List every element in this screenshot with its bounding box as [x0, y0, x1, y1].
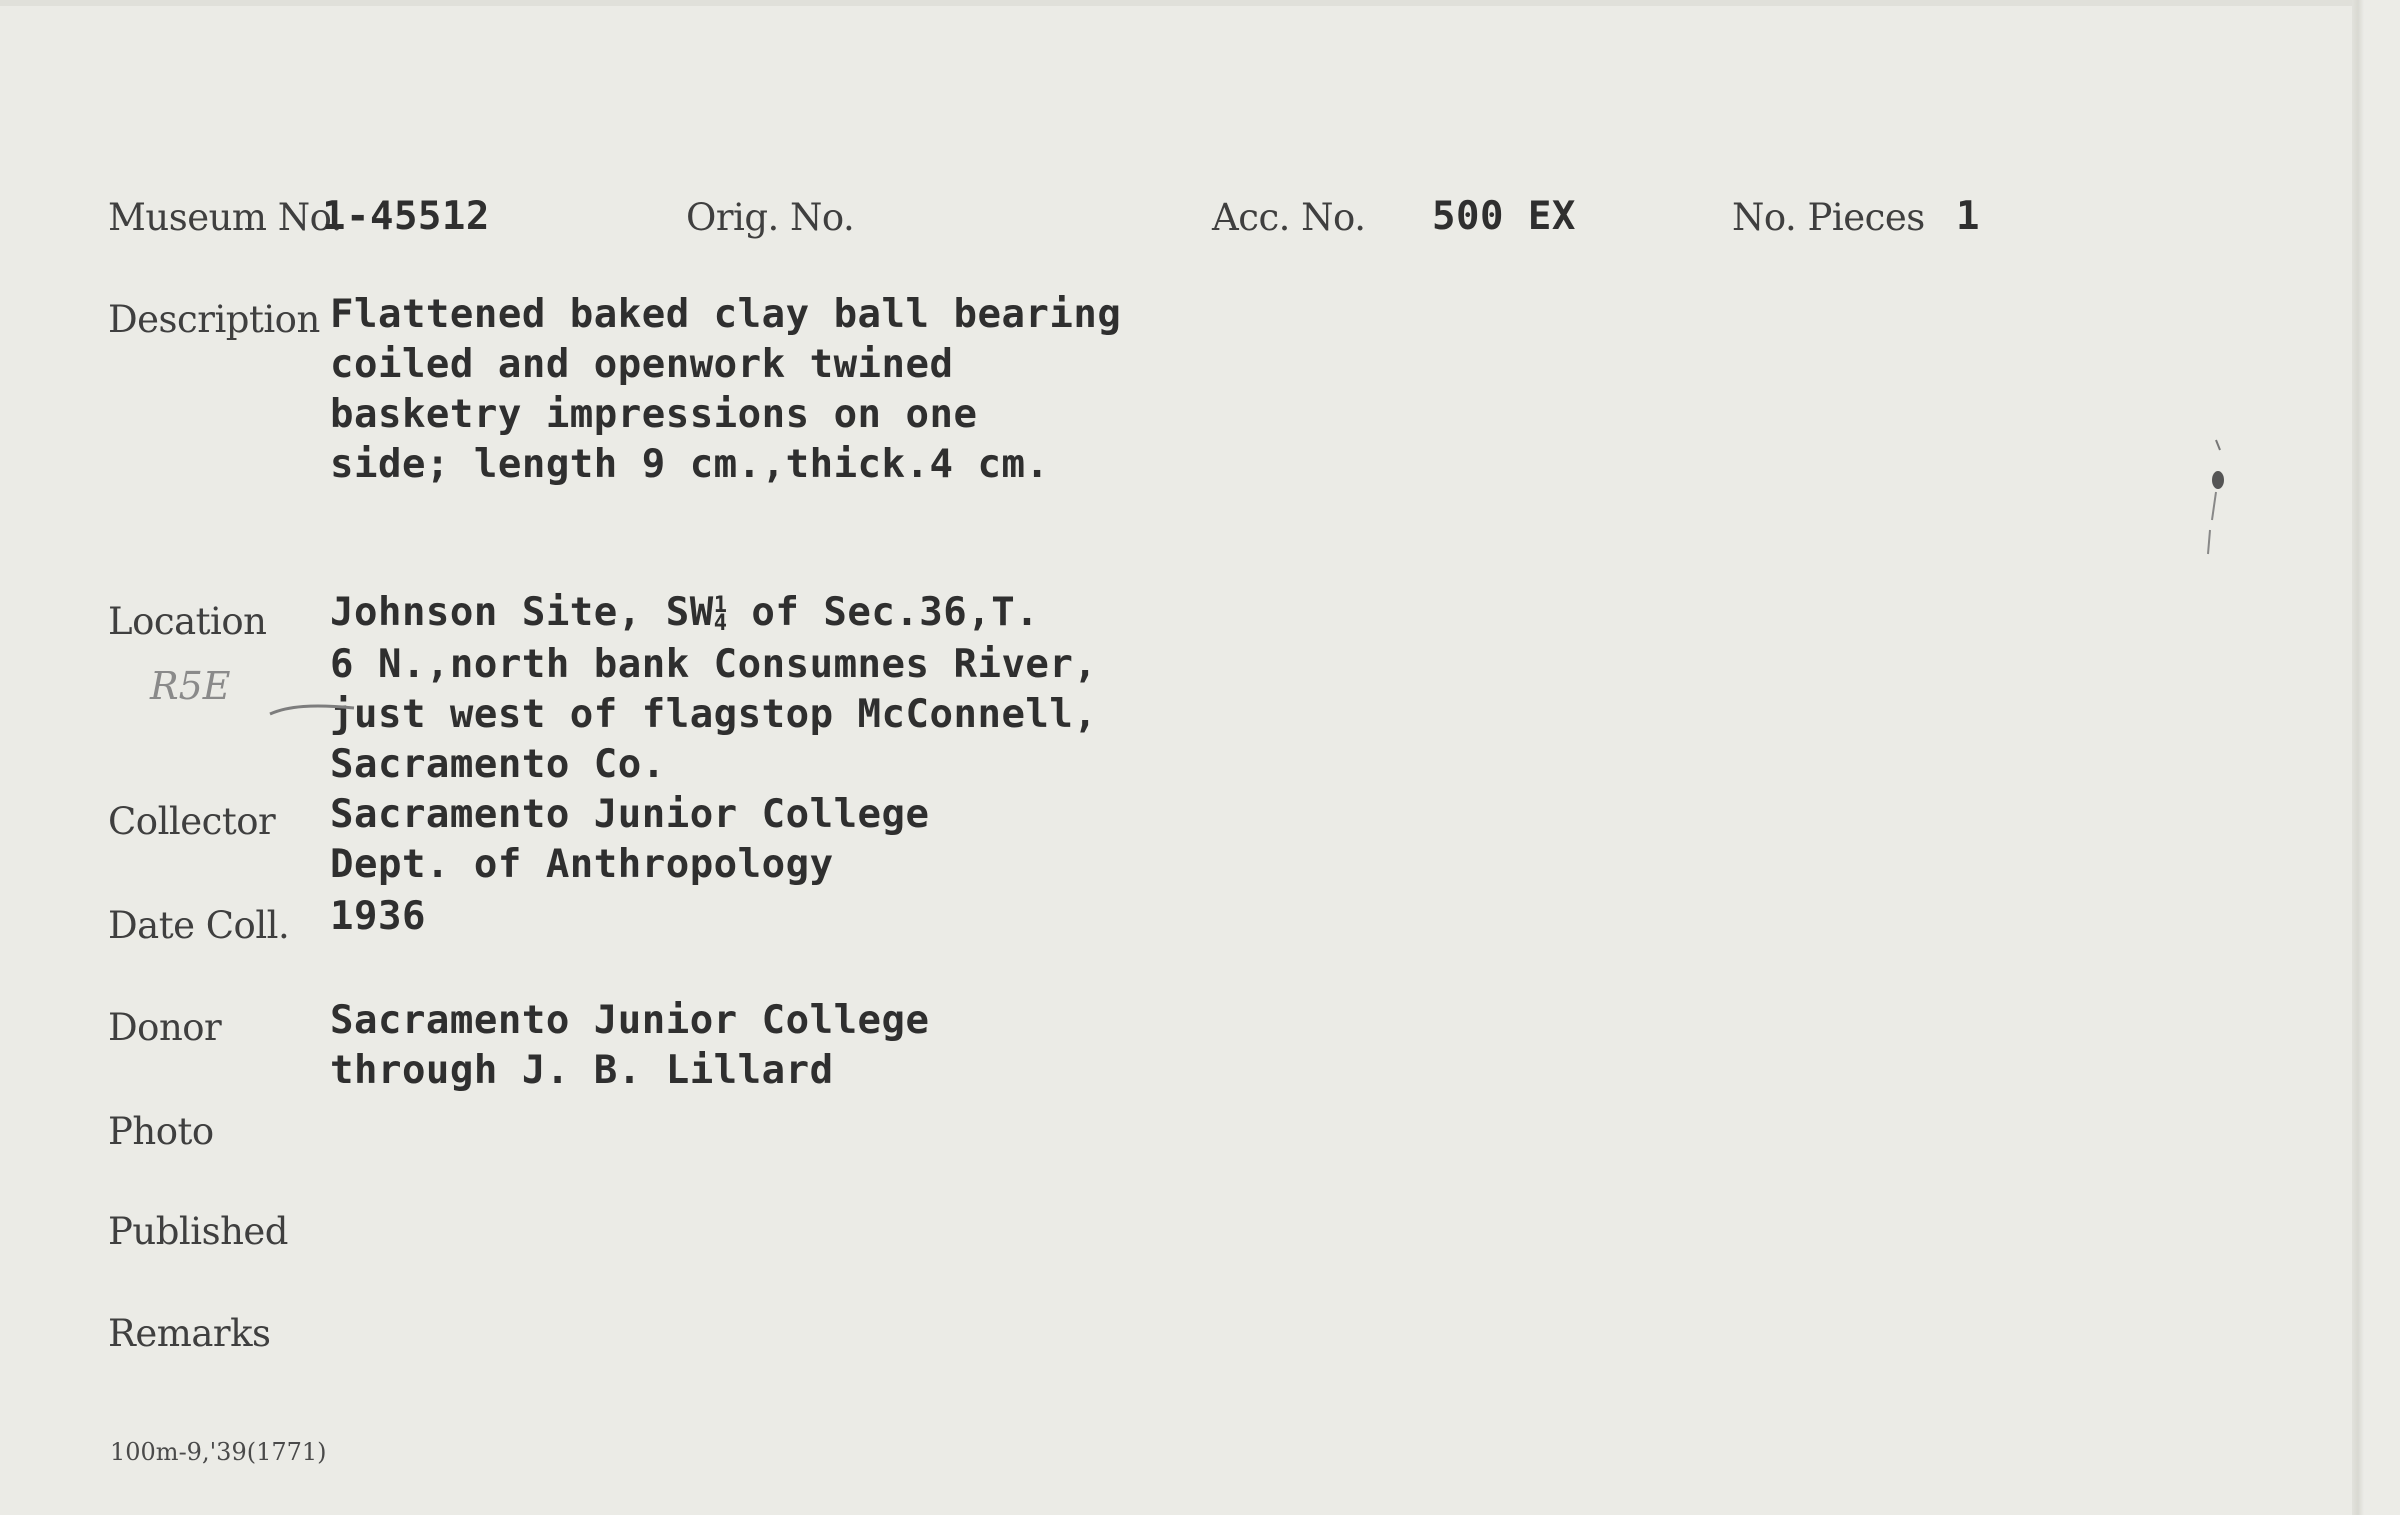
date-coll-label: Date Coll. [108, 904, 290, 947]
location-line: just west of flagstop McConnell, [330, 692, 1098, 737]
handwritten-stroke [268, 696, 358, 726]
no-pieces-label: No. Pieces [1732, 196, 1925, 239]
location-line: 6 N.,north bank Consumnes River, [330, 642, 1098, 687]
collector-value [330, 790, 930, 890]
photo-label: Photo [108, 1110, 214, 1153]
location-line-1 [330, 590, 1039, 635]
card-right-edge [2352, 0, 2400, 1515]
handwritten-range-note: R5E [150, 664, 231, 708]
donor-value [330, 996, 930, 1096]
orig-no-label: Orig. No. [686, 196, 855, 239]
location-value [330, 640, 1097, 790]
description-label: Description [108, 298, 320, 341]
fraction-denominator: 4 [713, 610, 728, 636]
collector-line: Dept. of Anthropology [330, 842, 834, 887]
fraction-numerator: 1 [713, 592, 728, 618]
quarter-fraction [713, 592, 728, 636]
donor-label: Donor [108, 1006, 222, 1049]
location-text-start: Johnson Site, SW [330, 590, 714, 635]
description-value [330, 290, 1121, 490]
description-line: basketry impressions on one [330, 392, 978, 437]
location-text-end: of Sec.36,T. [727, 590, 1040, 635]
donor-line: through J. B. Lillard [330, 1048, 834, 1093]
published-label: Published [108, 1210, 288, 1253]
ink-mark [2196, 430, 2236, 560]
donor-line: Sacramento Junior College [330, 998, 930, 1043]
card-top-edge [0, 0, 2400, 6]
description-line: Flattened baked clay ball bearing [330, 292, 1122, 337]
description-line: side; length 9 cm.,thick.4 cm. [330, 442, 1050, 487]
collector-label: Collector [108, 800, 276, 843]
no-pieces-value: 1 [1956, 194, 1980, 239]
location-label: Location [108, 600, 267, 643]
form-code: 100m-9,'39(1771) [110, 1438, 327, 1466]
museum-no-label: Museum No. [108, 196, 343, 239]
date-coll-value: 1936 [330, 894, 426, 939]
remarks-label: Remarks [108, 1312, 271, 1355]
museum-no-value: 1-45512 [322, 194, 490, 239]
acc-no-label: Acc. No. [1212, 196, 1366, 239]
acc-no-value: 500 EX [1432, 194, 1576, 239]
collector-line: Sacramento Junior College [330, 792, 930, 837]
description-line: coiled and openwork twined [330, 342, 954, 387]
location-line: Sacramento Co. [330, 742, 666, 787]
